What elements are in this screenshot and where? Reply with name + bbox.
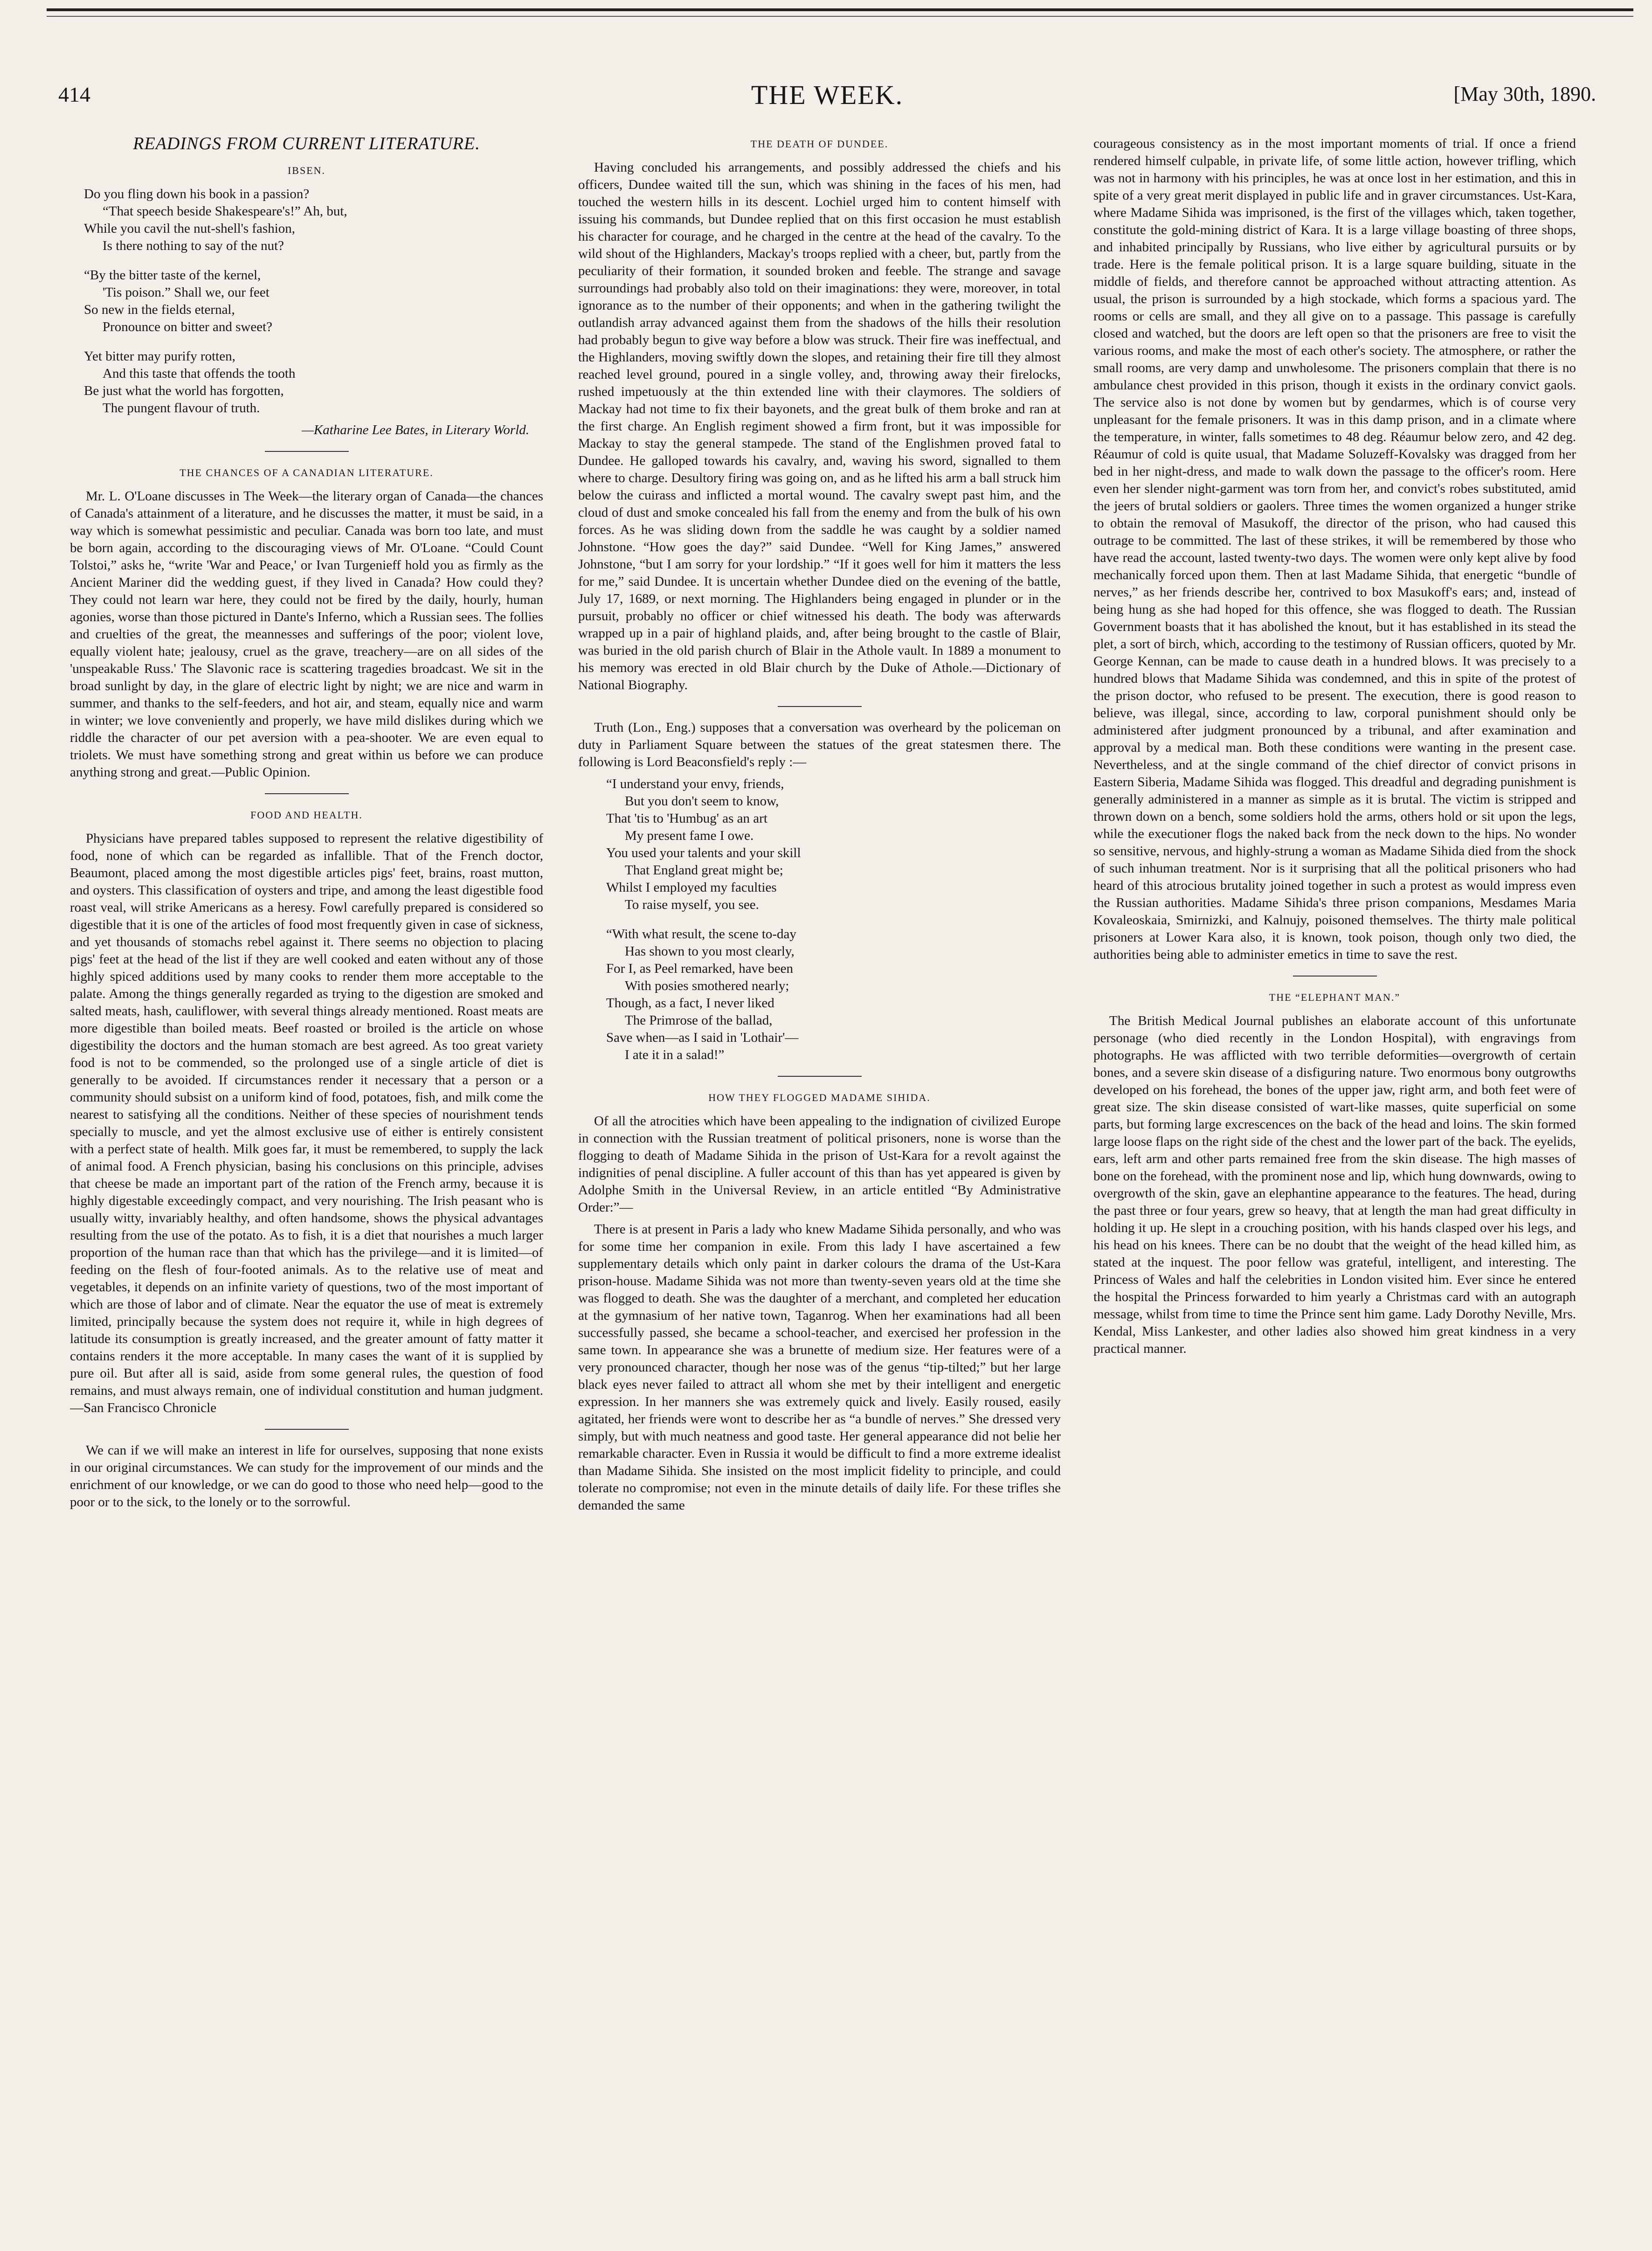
verse-line: To raise myself, you see. <box>625 897 759 912</box>
verse-line: So new in the fields eternal, <box>84 302 235 317</box>
column-2 <box>578 135 1061 2234</box>
column-3 <box>1093 135 1576 2234</box>
verse-line: Be just what the world has forgotten, <box>84 383 284 398</box>
divider <box>265 451 349 452</box>
column-1 <box>70 135 543 2234</box>
verse-line: Save when—as I said in 'Lothair'— <box>606 1030 799 1045</box>
article-body: Physicians have prepared tables supposed to represent the relative digestibility of food, none of which can be regarded as infallible. That of the French doctor, Beaumont, placed among the most digestible articles pigs' feet, brains, roast mutton, and oysters. This classification of oysters and tripe, and among the least digestible food roast veal, will strike Americans as a heresy. Fowl carefully prepared is considered so digestible that it is one of the articles of food most frequently given in case of sickness, and yet thousands of stomachs rebel against it. There seems no objection to placing pigs' feet at the head of the list if they are well cooked and eaten without any of those highly spiced additions used by many cooks to render them more acceptable to the palate. Among the things generally regarded as trying to the digestion are smoked and salted meats, hash, cauliflower, with several things already mentioned. Roast meats are more digestible than boiled meats. Beef roasted or broiled is the article on whose digestibility the doctors and the human stomach are best agreed. As too great variety food is not to be commended, so the prolonged use of a single article of diet is generally to be avoided. If circumstances render it necessary that a person or a community should subsist on a uniform kind of food, potatoes, fish, and milk come the nearest to satisfying all the conditions. Neither of these species of nourishment tends specially to muscle, and yet the almost exclusive use of either is entirely consistent with a perfect state of health. Milk goes far, it must be remembered, to supply the lack of animal food. A French physician, basing his conclusions on this principle, advises that cheese be made an important part of the ration of the French army, because it is highly digestable exceedingly compact, and very nourishing. The Irish peasant who is usually witty, invariably healthy, and often handsome, shows the physical advantages resulting from the use of the potato. As to fish, it is a diet that nourishes a much larger proportion of the human race than that which has the privilege—and it is limited—of feeding on the flesh of four-footed animals. As to the relative use of meat and vegetables, it depends on an infinite variety of questions, two of the most important of which are those of labor and of climate. Near the equator the use of meat is extremely limited, principally because the system does not require it, while in high degrees of latitude its consumption is greatly increased, and the greater amount of fatty matter it contains renders it the more acceptable. In many cases the want of it is supplied by pure oil. But after all is said, aside from some general rules, the question of food remains, and must always remain, one of individual constitution and human judgment.—San Francisco Chronicle <box>70 831 543 1415</box>
section-title: READINGS FROM CURRENT LITERATURE. <box>133 135 480 153</box>
verse-line: While you cavil the nut-shell's fashion, <box>84 221 296 236</box>
page-number: 414 <box>58 83 90 106</box>
verse-line: For I, as Peel remarked, have been <box>606 961 794 976</box>
verse-line: And this taste that offends the tooth <box>103 366 296 381</box>
stanza <box>84 267 543 336</box>
verse-line: With posies smothered nearly; <box>625 978 789 993</box>
article-heading-elephant-man: THE “ELEPHANT MAN.” <box>1269 991 1401 1003</box>
article-body: Having concluded his arrangements, and possibly addressed the chiefs and his officers, Dundee waited till the sun, which was shining in the faces of his men, had touched the western hills in its descent. Lochiel urged him to content himself with issuing his commands, but Dundee replied that on this first occasion he must establish his character for courage, and he charged in the centre at the head of the cavalry. To the wild shout of the Highlanders, Mackay's troops replied with a cheer, but, partly from the peculiarity of their formation, it sounded broken and feeble. The strange and savage surroundings had probably also told on their imaginations: they were, moreover, in total ignorance as to the number of their opponents; and when in the gathering twilight the outlandish array advanced against them from the shadows of the hills their resolution had probably begun to give way before a blow was struck. Their fire was ineffectual, and the Highlanders, moving swiftly down the slopes, and retaining their fire till they almost reached level ground, poured in a single volley, and, throwing away their firelocks, rushed impetuously at the thin extended line with their claymores. The soldiers of Mackay had not time to fix their bayonets, and the great bulk of them broke and ran at the first charge. An English regiment showed a firm front, but it was impossible for Mackay to stay the general stampede. The stand of the Englishmen proved fatal to Dundee. He galloped towards his cavalry, and, waving his sword, signalled to them where to charge. Desultory firing was going on, and as he lifted his arm a ball struck him below the cuirass and inflicted a mortal wound. The cavalry swept past him, and the cloud of dust and smoke concealed his fall from the enemy and from the bulk of his own forces. As he was sliding down from the saddle he was caught by a soldier named Johnstone. “How goes the day?” said Dundee. “Well for King James,” answered Johnstone, “but I am sorry for your lordship.” “If it goes well for him it matters the less for me,” said Dundee. It is uncertain whether Dundee died on the evening of the battle, July 17, 1689, or next morning. The Highlanders being engaged in plunder or in the pursuit, probably no officer or chief witnessed his death. The body was afterwards wrapped up in a pair of highland plaids, and, after being brought to the castle of Blair, was buried in the old parish church of Blair in the Athole vault. In 1889 a monument to his memory was erected in old Blair church by the Duke of Athole.—Dictionary of National Biography. <box>578 160 1061 693</box>
stanza <box>84 348 543 417</box>
top-border-rule <box>47 8 1633 11</box>
article-heading-food-and-health: FOOD AND HEALTH. <box>250 809 363 821</box>
divider <box>1293 976 1377 977</box>
divider <box>778 706 862 707</box>
poem-beaconsfield-reply <box>606 776 1061 1064</box>
article-body: There is at present in Paris a lady who knew Madame Sihida personally, and who was for some time her companion in exile. From this lady I have ascertained a few supplementary details which only paint in darker colours the drama of the Ust-Kara prison-house. Madame Sihida was not more than twenty-seven years old at the time she was flogged to death. She was the daughter of a merchant, and completed her education at the gymnasium of her native town, Taganrog. When her examinations had all been successfully passed, she became a school-teacher, and exercised her profession in the same town. In appearance she was a brunette of medium size. Her features were of a very pronounced character, though her nose was of the genus “tip-tilted;” but her large black eyes never failed to attract all whom she met by their intelligent and energetic expression. In her manners she was extremely quick and lively. Easily roused, easily agitated, her friends were wont to describe her as “a bundle of nerves.” She dressed very simply, but with much neatness and good taste. Her general appearance did not belie her remarkable character. Even in Russia it would be difficult to find a more extreme idealist than Madame Sihida. She insisted on the most implicit fidelity to principle, and could tolerate no compromise; not even in the minute details of daily life. For these trifles she demanded the same <box>578 1222 1061 1513</box>
verse-line: 'Tis poison.” Shall we, our feet <box>103 285 270 300</box>
verse-line: Is there nothing to say of the nut? <box>103 238 284 253</box>
verse-line: My present fame I owe. <box>625 828 754 843</box>
article-heading-madame-sihida: HOW THEY FLOGGED MADAME SIHIDA. <box>708 1092 931 1103</box>
verse-line: But you don't seem to know, <box>625 794 779 809</box>
verse-line: Pronounce on bitter and sweet? <box>103 319 273 334</box>
article-body: Mr. L. O'Loane discusses in The Week—the literary organ of Canada—the chances of Canada's attainment of a literature, and he discusses the matter, it must be said, in a way which is somewhat pessimistic and peculiar. Canada was born too late, and must be born again, according to the discouraging views of Mr. O'Loane. “Could Count Tolstoi,” asks he, “write 'War and Peace,' or Ivan Turgenieff hold you as firmly as the Ancient Mariner did the wedding guest, if they lived in Canada? How could they? They could not learn war here, they could not be fired by the daily, hourly, human agonies, worse than those pictured in Dante's Inferno, which a Russian sees. The follies and cruelties of the great, the meannesses and sufferings of the poor; violent love, equally violent hate; jealousy, cruel as the grave, treachery—are on all sides of the 'unspeakable Russ.' The Slavonic race is scattering tragedies broadcast. We sit in the broad sunlight by day, in the glare of electric light by night; we are nice and warm in summer, and thanks to the self-feeders, and hot air, and steam, equally nice and warm in winter; we love conveniently and properly, we have mild dislikes during which we riddle the character of our pet aversion with a pea-shooter. We are even equal to triolets. We must have something strong and great within us before we can produce anything strong and great.—Public Opinion. <box>70 489 543 780</box>
top-border-rule-thin <box>47 16 1633 17</box>
verse-line: That 'tis to 'Humbug' as an art <box>606 811 767 826</box>
article-body: Of all the atrocities which have been appealing to the indignation of civilized Europe in connection with the Russian treatment of political prisoners, none is worse than the flogging to death of Madame Sihida in the prison of Ust-Kara for a revolt against the indignities of penal discipline. A fuller account of this than has yet appeared is given by Adolphe Smith in the Universal Review, in an article entitled “By Administrative Order:”— <box>578 1114 1061 1215</box>
article-heading-death-of-dundee: THE DEATH OF DUNDEE. <box>750 138 889 150</box>
verse-line: Do you fling down his book in a passion? <box>84 187 310 201</box>
verse-line: “I understand your envy, friends, <box>606 776 784 791</box>
issue-date: [May 30th, 1890. <box>1453 83 1596 105</box>
verse-line: “With what result, the scene to-day <box>606 927 796 942</box>
divider <box>778 1076 862 1077</box>
stanza <box>606 926 1061 1064</box>
verse-line: Has shown to you most clearly, <box>625 944 795 959</box>
publication-title: THE WEEK. <box>751 80 904 110</box>
attribution: —Katharine Lee Bates, in Literary World. <box>302 422 529 437</box>
masthead <box>58 82 1596 115</box>
verse-line: The pungent flavour of truth. <box>103 401 260 416</box>
poem-ibsen <box>84 186 543 417</box>
article-heading-canadian-literature: THE CHANCES OF A CANADIAN LITERATURE. <box>180 467 434 478</box>
stanza <box>84 186 543 255</box>
verse-line: Whilst I employed my faculties <box>606 880 777 895</box>
closing-paragraph: We can if we will make an interest in life for ourselves, supposing that none exists in our original circumstances. We can study for the improvement of our minds and the enrichment of our knowledge, or we can do good to those who need help—good to the poor or to the sick, to the lonely or to the sorrowful. <box>70 1443 543 1510</box>
verse-line: I ate it in a salad!” <box>625 1047 725 1062</box>
divider <box>265 1429 349 1430</box>
article-heading-ibsen: IBSEN. <box>287 165 326 176</box>
verse-line: The Primrose of the ballad, <box>625 1013 773 1028</box>
stanza <box>606 776 1061 914</box>
divider <box>265 793 349 794</box>
article-body-continued: courageous consistency as in the most important moments of trial. If once a friend rendered himself culpable, in private life, of some little action, however trifling, which was not in harmony with his principles, he was at once lost in her estimation, and this in spite of a very great merit displayed in public life and in graver circumstances. Ust-Kara, where Madame Sihida was imprisoned, is the first of the villages which, taken together, constitute the gold-mining district of Kara. It is a large village boasting of three shops, and inhabited principally by Russians, who live either by agricultural pursuits or by trade. Here is the female political prison. It is a large square building, situate in the middle of fields, and therefore cannot be approached without attracting attention. As usual, the prison is surrounded by a high stockade, which forms a spacious yard. The rooms or cells are small, and they all give on to a passage. This passage is carefully closed and watched, but the doors are left open so that the prisoners are free to visit the various rooms, and make the most of each other's society. The atmosphere, or rather the small rooms, are very damp and unwholesome. The prisoners complain that there is no ambulance chest provided in this prison, though it exists in the ordinary convict gaols. The service also is not done by women but by gendarmes, which is of course very unpleasant for the female prisoners. It was in this damp prison, and in a climate where the temperature, in winter, falls sometimes to 48 deg. Réaumur below zero, and 42 deg. Réaumur of cold is quite usual, that Madame Soluzeff-Kovalsky was dragged from her bed in her night-dress, and made to walk down the passage to the officer's room. Here even her slender night-garment was torn from her, and convict's robes substituted, amid the jeers of brutal soldiers or gaolers. Three times the women organized a hunger strike to obtain the removal of Masukoff, the director of the prison, who had caused this outrage to be committed. The last of these strikes, it will be remembered by those who have read the account, lasted twenty-two days. The women were only kept alive by food mechanically forced upon them. Then at last Madame Sihida, that energetic “bundle of nerves,” as her friends describe her, contrived to box Masukoff's ears; and, instead of being hung as she had hoped for this offence, she was flogged to death. The Russian Government boasts that it has abolished the knout, but it has established in its stead the plet, a sort of birch, which, according to the testimony of Russian officers, quoted by Mr. George Kennan, can be made to cause death in a hundred blows. It was precisely to a hundred blows that Madame Sihida was condemned, and this in spite of the protest of the prison doctor, who refused to be present. The execution, there is good reason to believe, was illegal, since, according to law, corporal punishment should only be administered after judgment pronounced by a tribunal, and after examination and approval by a medical man. Both these conditions were wanting in the present case. Nevertheless, and at the single command of the chief director of convict prisons in Eastern Siberia, Madame Sihida was flogged. This dreadful and degrading punishment is generally administered in a manner as simple as it is brutal. The victim is stripped and thrown down on a bench, some soldiers hold the arms, others hold or sit upon the legs, while the executioner flogs the naked back from the neck down to the hips. No wonder so sensitive, nervous, and highly-strung a woman as Madame Sihida died from the shock of such inhuman treatment. Nor is it surprising that all the political prisoners who had heard of this atrocious brutality joined together in such a protest as would impress even the Russian authorities. Madame Sihida's three prison companions, Mesdames Maria Kovaleoskaia, Smirnizki, and Kalnujy, poisoned themselves. The thirty male political prisoners at Lower Kara also, it is known, took poison, though only two died, the authorities being able to administer emetics in time to save the rest. <box>1093 136 1576 962</box>
verse-line: That England great might be; <box>625 863 783 878</box>
verse-line: You used your talents and your skill <box>606 845 801 860</box>
verse-line: “That speech beside Shakespeare's!” Ah, but, <box>103 204 347 219</box>
article-body: The British Medical Journal publishes an elaborate account of this unfortunate personage (who died recently in the London Hospital), with engravings from photographs. He was afflicted with two terrible deformities—overgrowth of certain bones, and a severe skin disease of a disfiguring nature. Two enormous bony outgrowths developed on his forehead, the bones of the upper jaw, right arm, and both feet were of great size. The skin disease consisted of wart-like masses, quite superficial on some parts, but forming large excrescences on the back of the head and loins. The skin formed large loose flaps on the right side of the chest and the lower part of the back. The eyelids, ears, left arm and other parts remained free from the skin disease. The high masses of bone on the forehead, with the prominent nose and lip, which hung downwards, owing to overgrowth of the skin, gave an elephantine appearance to the features. The head, during the past three or four years, grew so heavy, that at length the man had great difficulty in holding it up. He slept in a crouching position, with his hands clasped over his legs, and his head on his knees. There can be no doubt that the weight of the head killed him, as stated at the inquest. The poor fellow was grateful, intelligent, and interesting. The Princess of Wales and half the celebrities in London visited him. Ever since he entered the hospital the Princess forwarded to him yearly a Christmas card with an autograph message, whilst from time to time the Prince sent him game. Lady Dorothy Neville, Mrs. Kendal, Miss Lankester, and other ladies also showed him great kindness in a very practical manner. <box>1093 1013 1576 1356</box>
article-intro: Truth (Lon., Eng.) supposes that a conversation was overheard by the policeman on duty in Parliament Square between the statues of the great statesmen there. The following is Lord Beaconsfield's reply :— <box>578 720 1061 769</box>
verse-line: “By the bitter taste of the kernel, <box>84 268 261 283</box>
verse-line: Though, as a fact, I never liked <box>606 996 774 1011</box>
verse-line: Yet bitter may purify rotten, <box>84 349 235 364</box>
